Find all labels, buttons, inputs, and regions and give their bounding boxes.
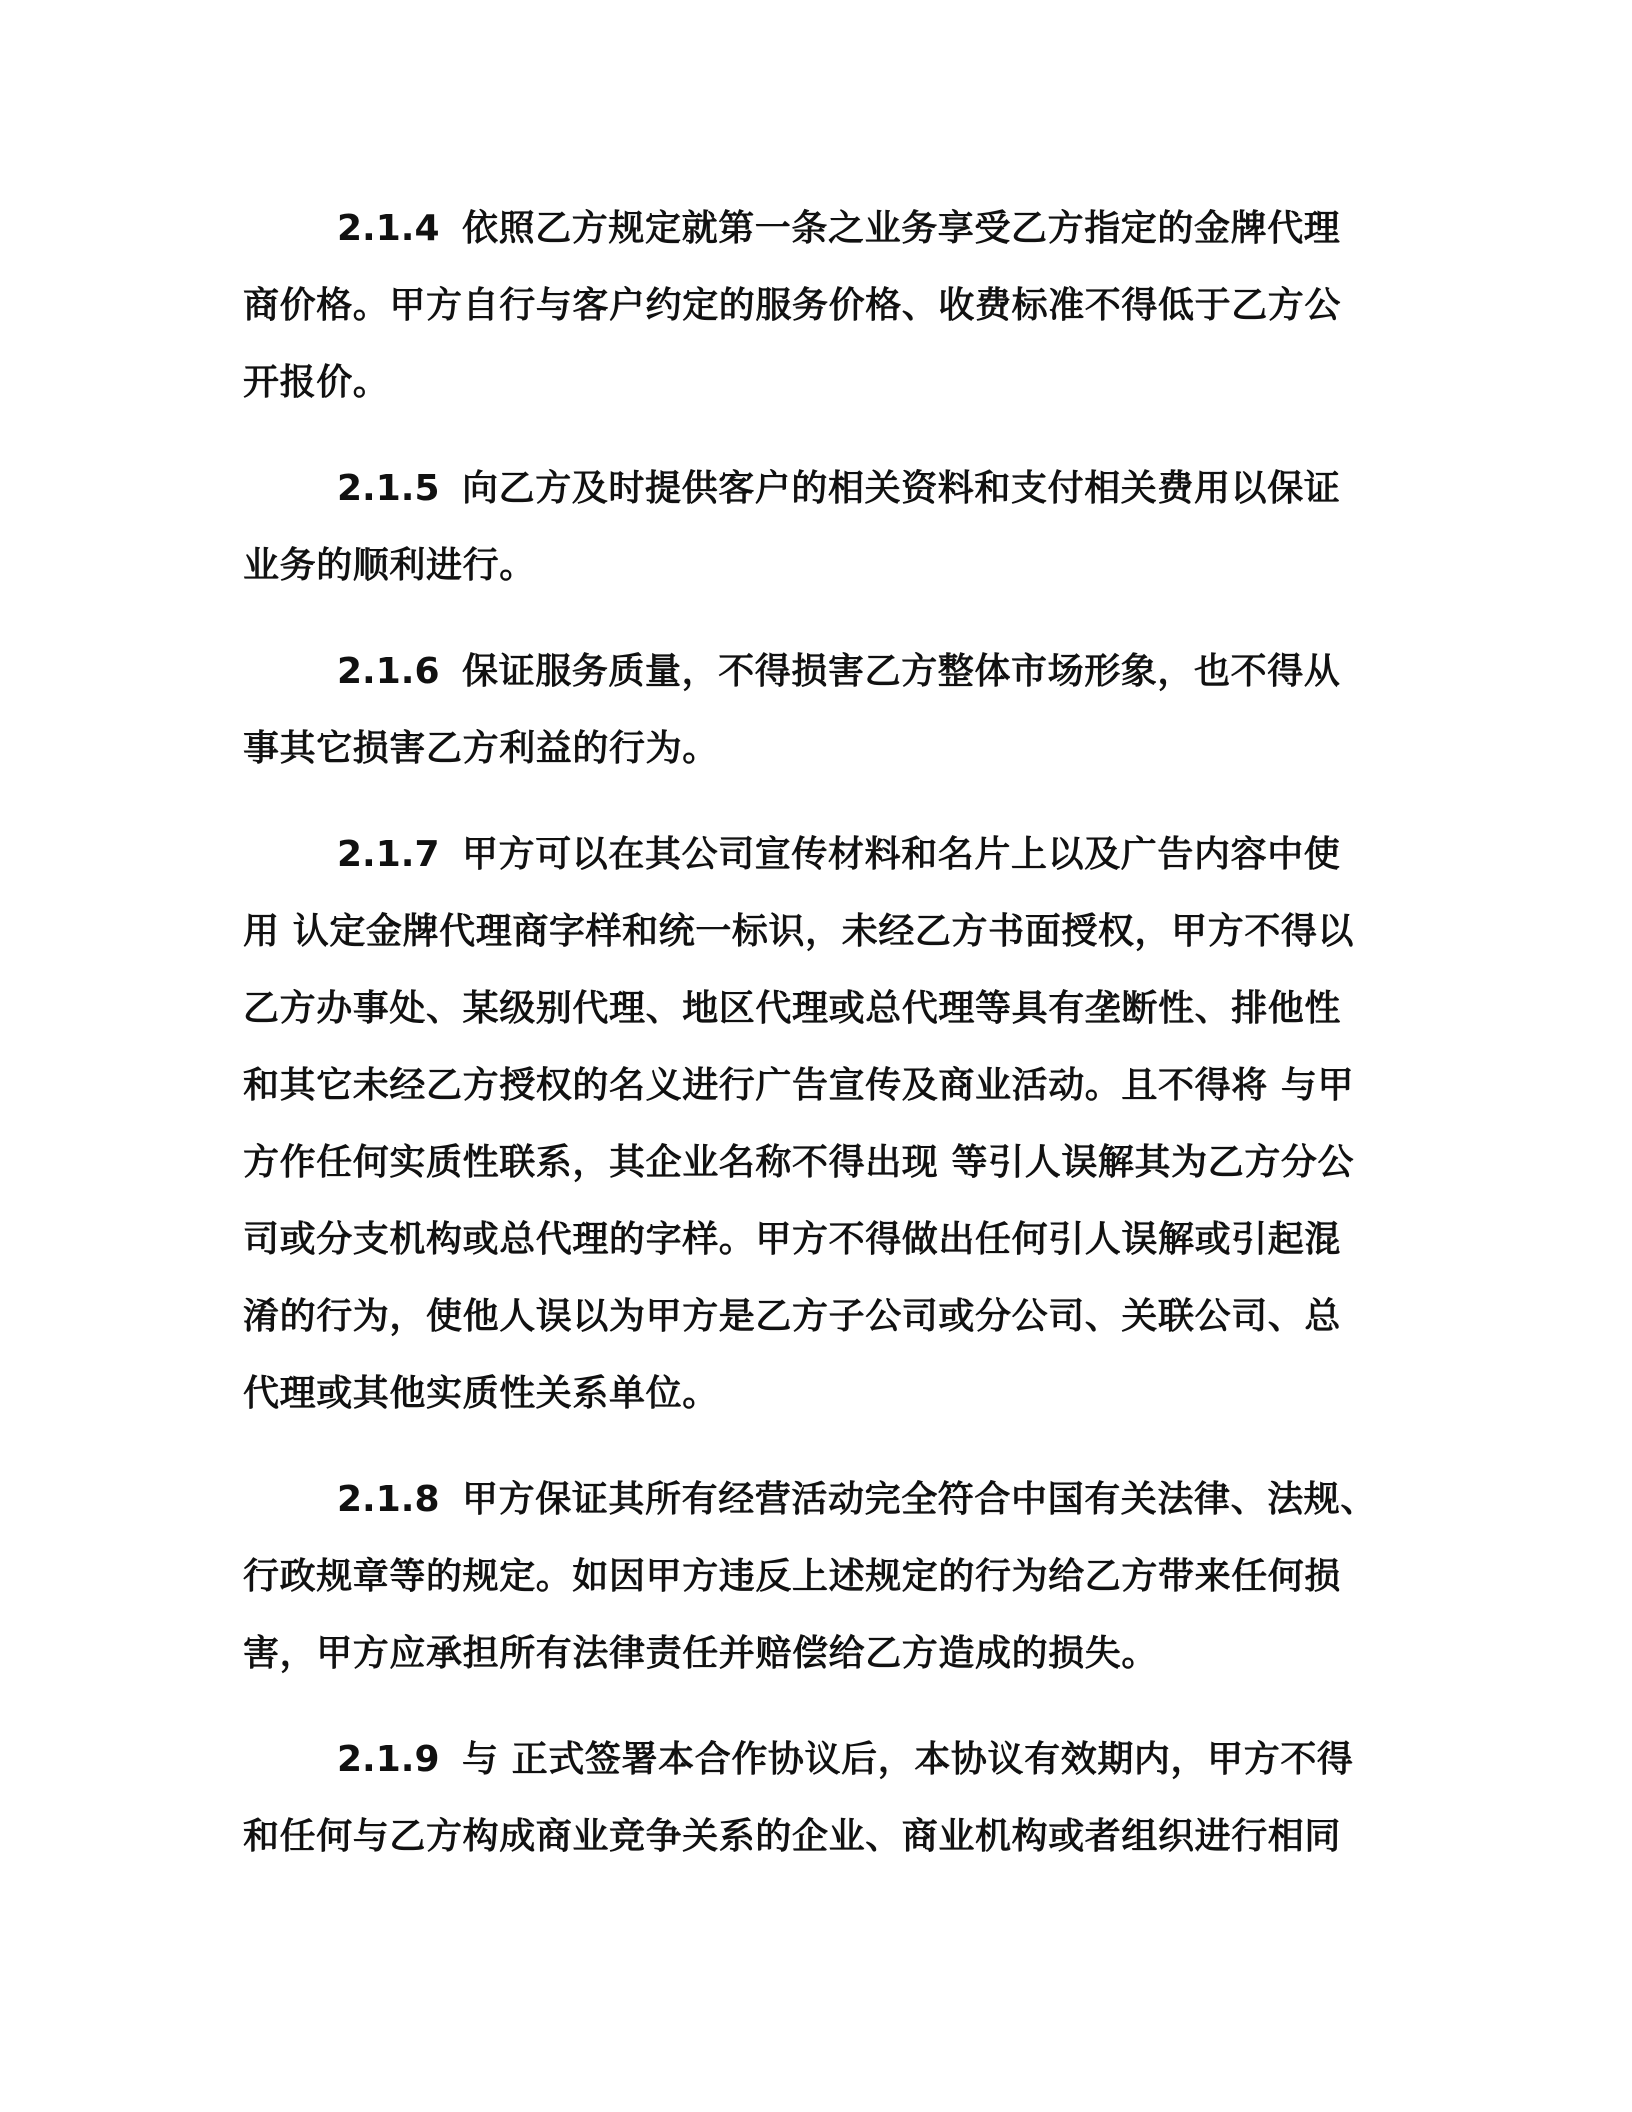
clause-2-1-9 <box>243 1721 1383 1875</box>
clause-2-1-8 <box>243 1461 1383 1692</box>
clause-text-line: 淆的行为，使他人误以为甲方是乙方子公司或分公司、关联公司、总 <box>243 1296 1342 1337</box>
clause-text-line: 乙方办事处、某级别代理、地区代理或总代理等具有垄断性、排他性 <box>243 988 1342 1029</box>
clause-number: 2.1.9 <box>337 1739 440 1780</box>
clause-text-line: 开报价。 <box>243 362 390 403</box>
clause-first-line <box>243 633 1383 710</box>
clause-number: 2.1.4 <box>337 208 440 249</box>
clause-2-1-5 <box>243 450 1383 604</box>
clause-text-line: 用 认定金牌代理商字样和统一标识，未经乙方书面授权，甲方不得以 <box>243 911 1355 952</box>
clause-text: 依照乙方规定就第一条之业务享受乙方指定的金牌代理 <box>462 208 1341 249</box>
clause-first-line <box>243 1721 1383 1798</box>
clause-text-line: 事其它损害乙方利益的行为。 <box>243 728 719 769</box>
clause-text: 向乙方及时提供客户的相关资料和支付相关费用以保证 <box>462 468 1341 509</box>
document-body <box>243 190 1383 1875</box>
clause-2-1-4 <box>243 190 1383 421</box>
clause-text-line: 代理或其他实质性关系单位。 <box>243 1373 719 1414</box>
clause-number: 2.1.6 <box>337 651 440 692</box>
clause-text: 甲方可以在其公司宣传材料和名片上以及广告内容中使 <box>462 834 1341 875</box>
clause-first-line <box>243 1461 1383 1538</box>
clause-text-line: 和任何与乙方构成商业竞争关系的企业、商业机构或者组织进行相同 <box>243 1816 1342 1857</box>
clause-text-line: 害，甲方应承担所有法律责任并赔偿给乙方造成的损失。 <box>243 1633 1159 1674</box>
clause-number: 2.1.5 <box>337 468 440 509</box>
clause-number: 2.1.7 <box>337 834 440 875</box>
clause-number: 2.1.8 <box>337 1479 440 1520</box>
clause-2-1-7 <box>243 816 1383 1432</box>
clause-first-line <box>243 816 1383 893</box>
clause-text: 保证服务质量，不得损害乙方整体市场形象，也不得从 <box>462 651 1341 692</box>
clause-text: 与 正式签署本合作协议后，本协议有效期内，甲方不得 <box>462 1739 1354 1780</box>
clause-2-1-6 <box>243 633 1383 787</box>
clause-first-line <box>243 450 1383 527</box>
clause-text-line: 方作任何实质性联系，其企业名称不得出现 等引人误解其为乙方分公 <box>243 1142 1355 1183</box>
clause-text-line: 行政规章等的规定。如因甲方违反上述规定的行为给乙方带来任何损 <box>243 1556 1342 1597</box>
clause-text-line: 和其它未经乙方授权的名义进行广告宣传及商业活动。且不得将 与甲 <box>243 1065 1355 1106</box>
clause-first-line <box>243 190 1383 267</box>
clause-text-line: 业务的顺利进行。 <box>243 545 536 586</box>
clause-text-line: 司或分支机构或总代理的字样。甲方不得做出任何引人误解或引起混 <box>243 1219 1342 1260</box>
clause-text: 甲方保证其所有经营活动完全符合中国有关法律、法规、 <box>462 1479 1378 1520</box>
clause-text-line: 商价格。甲方自行与客户约定的服务价格、收费标准不得低于乙方公 <box>243 285 1342 326</box>
